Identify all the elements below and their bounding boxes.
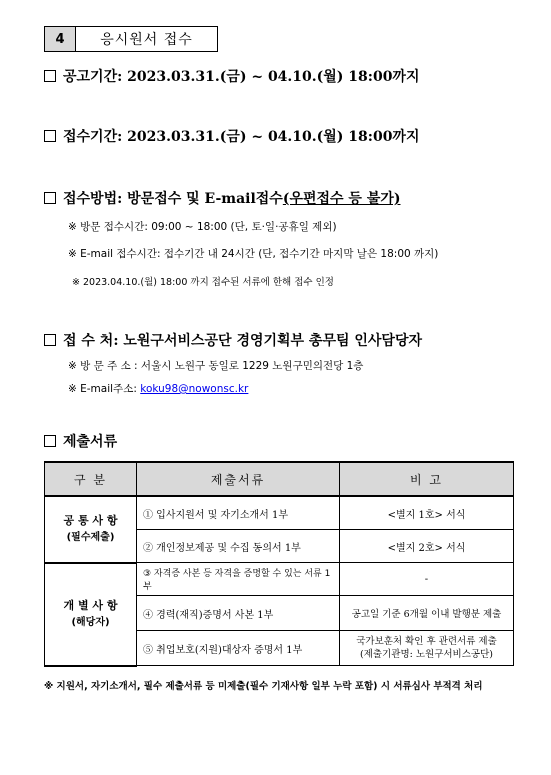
document-cell: ① 입사지원서 및 자기소개서 1부 [137, 496, 340, 530]
place-line [44, 330, 422, 350]
checkbox-square-icon [44, 192, 56, 204]
document-cell: ④ 경력(재직)증명서 사본 1부 [137, 596, 340, 631]
remark-cell: 공고일 기준 6개월 이내 발행분 제출 [340, 596, 514, 631]
remark-cell: <별지 1호> 서식 [340, 496, 514, 530]
section-header [44, 26, 218, 52]
section-number: 4 [45, 27, 76, 51]
receipt-period-line [44, 126, 419, 146]
method-note-2: ※ E-mail 접수시간: 접수기간 내 24시간 (단, 접수기간 마지막 날은 18:00 까지) [68, 248, 439, 260]
category-common-sub: (필수제출) [66, 532, 115, 544]
email-link[interactable]: koku98@nowonsc.kr [140, 383, 249, 395]
receipt-period-label: 접수기간: [63, 129, 123, 145]
email-line [68, 381, 248, 396]
document-cell: ② 개인정보제공 및 수집 동의서 1부 [137, 530, 340, 563]
method-label: 접수방법: [63, 191, 123, 207]
notice-period-value: 2023.03.31.(금) ~ 04.10.(월) 18:00까지 [127, 69, 420, 85]
place-value: 노원구서비스공단 경영기획부 총무팀 인사담당자 [123, 333, 422, 349]
checkbox-square-icon [44, 70, 56, 82]
remark-cell [340, 631, 514, 666]
document-cell: ③ 자격증 사본 등 자격을 증명할 수 있는 서류 1부 [137, 563, 340, 596]
method-line [44, 188, 401, 208]
remark-line-1: 국가보훈처 확인 후 관련서류 제출 [356, 635, 497, 647]
remark-line-2: (제출기관명: 노원구서비스공단) [360, 649, 493, 660]
column-header-category: 구 분 [45, 462, 137, 496]
category-common [45, 496, 137, 563]
column-header-remarks: 비 고 [340, 462, 514, 496]
receipt-period-value: 2023.03.31.(금) ~ 04.10.(월) 18:00까지 [127, 129, 420, 145]
method-restriction: (우편접수 등 불가) [282, 191, 401, 207]
category-individual-sub: (해당자) [71, 616, 110, 628]
remark-cell: - [340, 563, 514, 596]
method-value: 방문접수 및 E-mail접수 [127, 191, 283, 207]
category-individual [45, 563, 137, 666]
category-individual-label: 개 별 사 항 [63, 599, 118, 613]
checkbox-square-icon [44, 130, 56, 142]
documents-table [44, 461, 514, 667]
checkbox-square-icon [44, 435, 56, 447]
table-row [45, 496, 514, 530]
documents-heading-line [44, 431, 117, 451]
table-row [45, 563, 514, 596]
remark-cell: <별지 2호> 서식 [340, 530, 514, 563]
table-header-row [45, 462, 514, 496]
documents-heading: 제출서류 [63, 434, 118, 450]
checkbox-square-icon [44, 334, 56, 346]
address-note: ※ 방 문 주 소 : 서울시 노원구 동일로 1229 노원구민의전당 1층 [68, 360, 364, 372]
footer-note: ※ 지원서, 자기소개서, 필수 제출서류 등 미제출(필수 기재사항 일부 누락 포함) 시 서류심사 부적격 처리 [44, 681, 483, 692]
place-label: 접 수 처: [63, 333, 119, 349]
section-title: 응시원서 접수 [100, 32, 193, 48]
category-common-label: 공 통 사 항 [63, 514, 118, 528]
notice-period-label: 공고기간: [63, 69, 123, 85]
method-note-3: ※ 2023.04.10.(월) 18:00 까지 접수된 서류에 한해 접수 인정 [72, 277, 334, 288]
method-note-1: ※ 방문 접수시간: 09:00 ~ 18:00 (단, 토·일·공휴일 제외) [68, 221, 337, 233]
column-header-documents: 제출서류 [137, 462, 340, 496]
notice-period-line [44, 66, 419, 86]
document-cell: ⑤ 취업보호(지원)대상자 증명서 1부 [137, 631, 340, 666]
email-label: ※ E-mail주소: [68, 383, 137, 395]
